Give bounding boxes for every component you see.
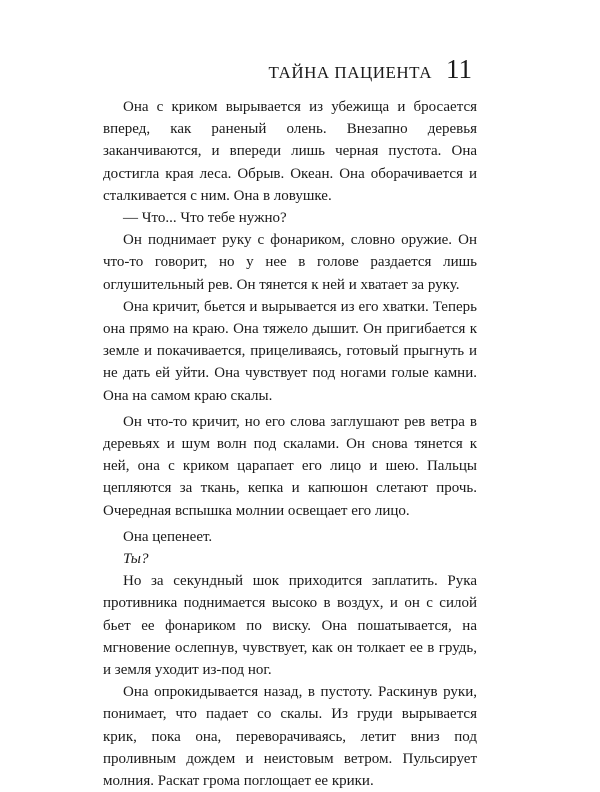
- paragraph: Она опрокидывается назад, в пустоту. Раскинув руки, понимает, что падает со скалы. Из груди вырывается крик, пока она, переворачиваясь, летит вниз под проливным дождем и неистовым ветром. Пульсирует молния. Раскат грома поглощает ее крики.: [103, 684, 477, 790]
- running-head: [269, 56, 472, 83]
- paragraph: Он что-то кричит, но его слова заглушают рев ветра в деревьях и шум волн под скалами. Он снова тянется к ней, она с криком царапает его лицо и шею. Пальцы цепляются за ткань, кепка и капюшон слетают прочь. Очередная вспышка молнии освещает его лицо.: [103, 413, 477, 519]
- paragraph: Она цепенеет.: [123, 528, 213, 545]
- body-text: [103, 96, 477, 792]
- running-title: ТАЙНА ПАЦИЕНТА: [268, 63, 432, 82]
- page-number: 11: [446, 54, 472, 84]
- paragraph: Она кричит, бьется и вырывается из его хватки. Теперь она прямо на краю. Она тяжело дышит. Он пригибается к земле и покачивается, прицеливаясь, готовый прыгнуть и не дать ей уйти. Она чувствует под ногами голые камни. Она на самом краю скалы.: [103, 298, 477, 404]
- italic-thought: Ты?: [123, 551, 149, 568]
- paragraph: Он поднимает руку с фонариком, словно оружие. Он что-то говорит, но у нее в голове раздается лишь оглушительный рев. Он тянется к ней и хватает за руку.: [103, 232, 477, 293]
- paragraph: Она с криком вырывается из убежища и бросается вперед, как раненый олень. Внезапно деревья заканчиваются, и впереди лишь черная пустота. Она достигла края леса. Обрыв. Океан. Она оборачивается и сталкивается с ним. Она в ловушке.: [103, 99, 477, 204]
- paragraph: Но за секундный шок приходится заплатить. Рука противника поднимается высоко в воздух, и он с силой бьет ее фонариком по виску. Она пошатывается, на мгновение ослепнув, чувствует, как он толкает ее в грудь, и земля уходит из-под ног.: [103, 573, 477, 679]
- dialogue-line: — Что... Что тебе нужно?: [123, 210, 287, 227]
